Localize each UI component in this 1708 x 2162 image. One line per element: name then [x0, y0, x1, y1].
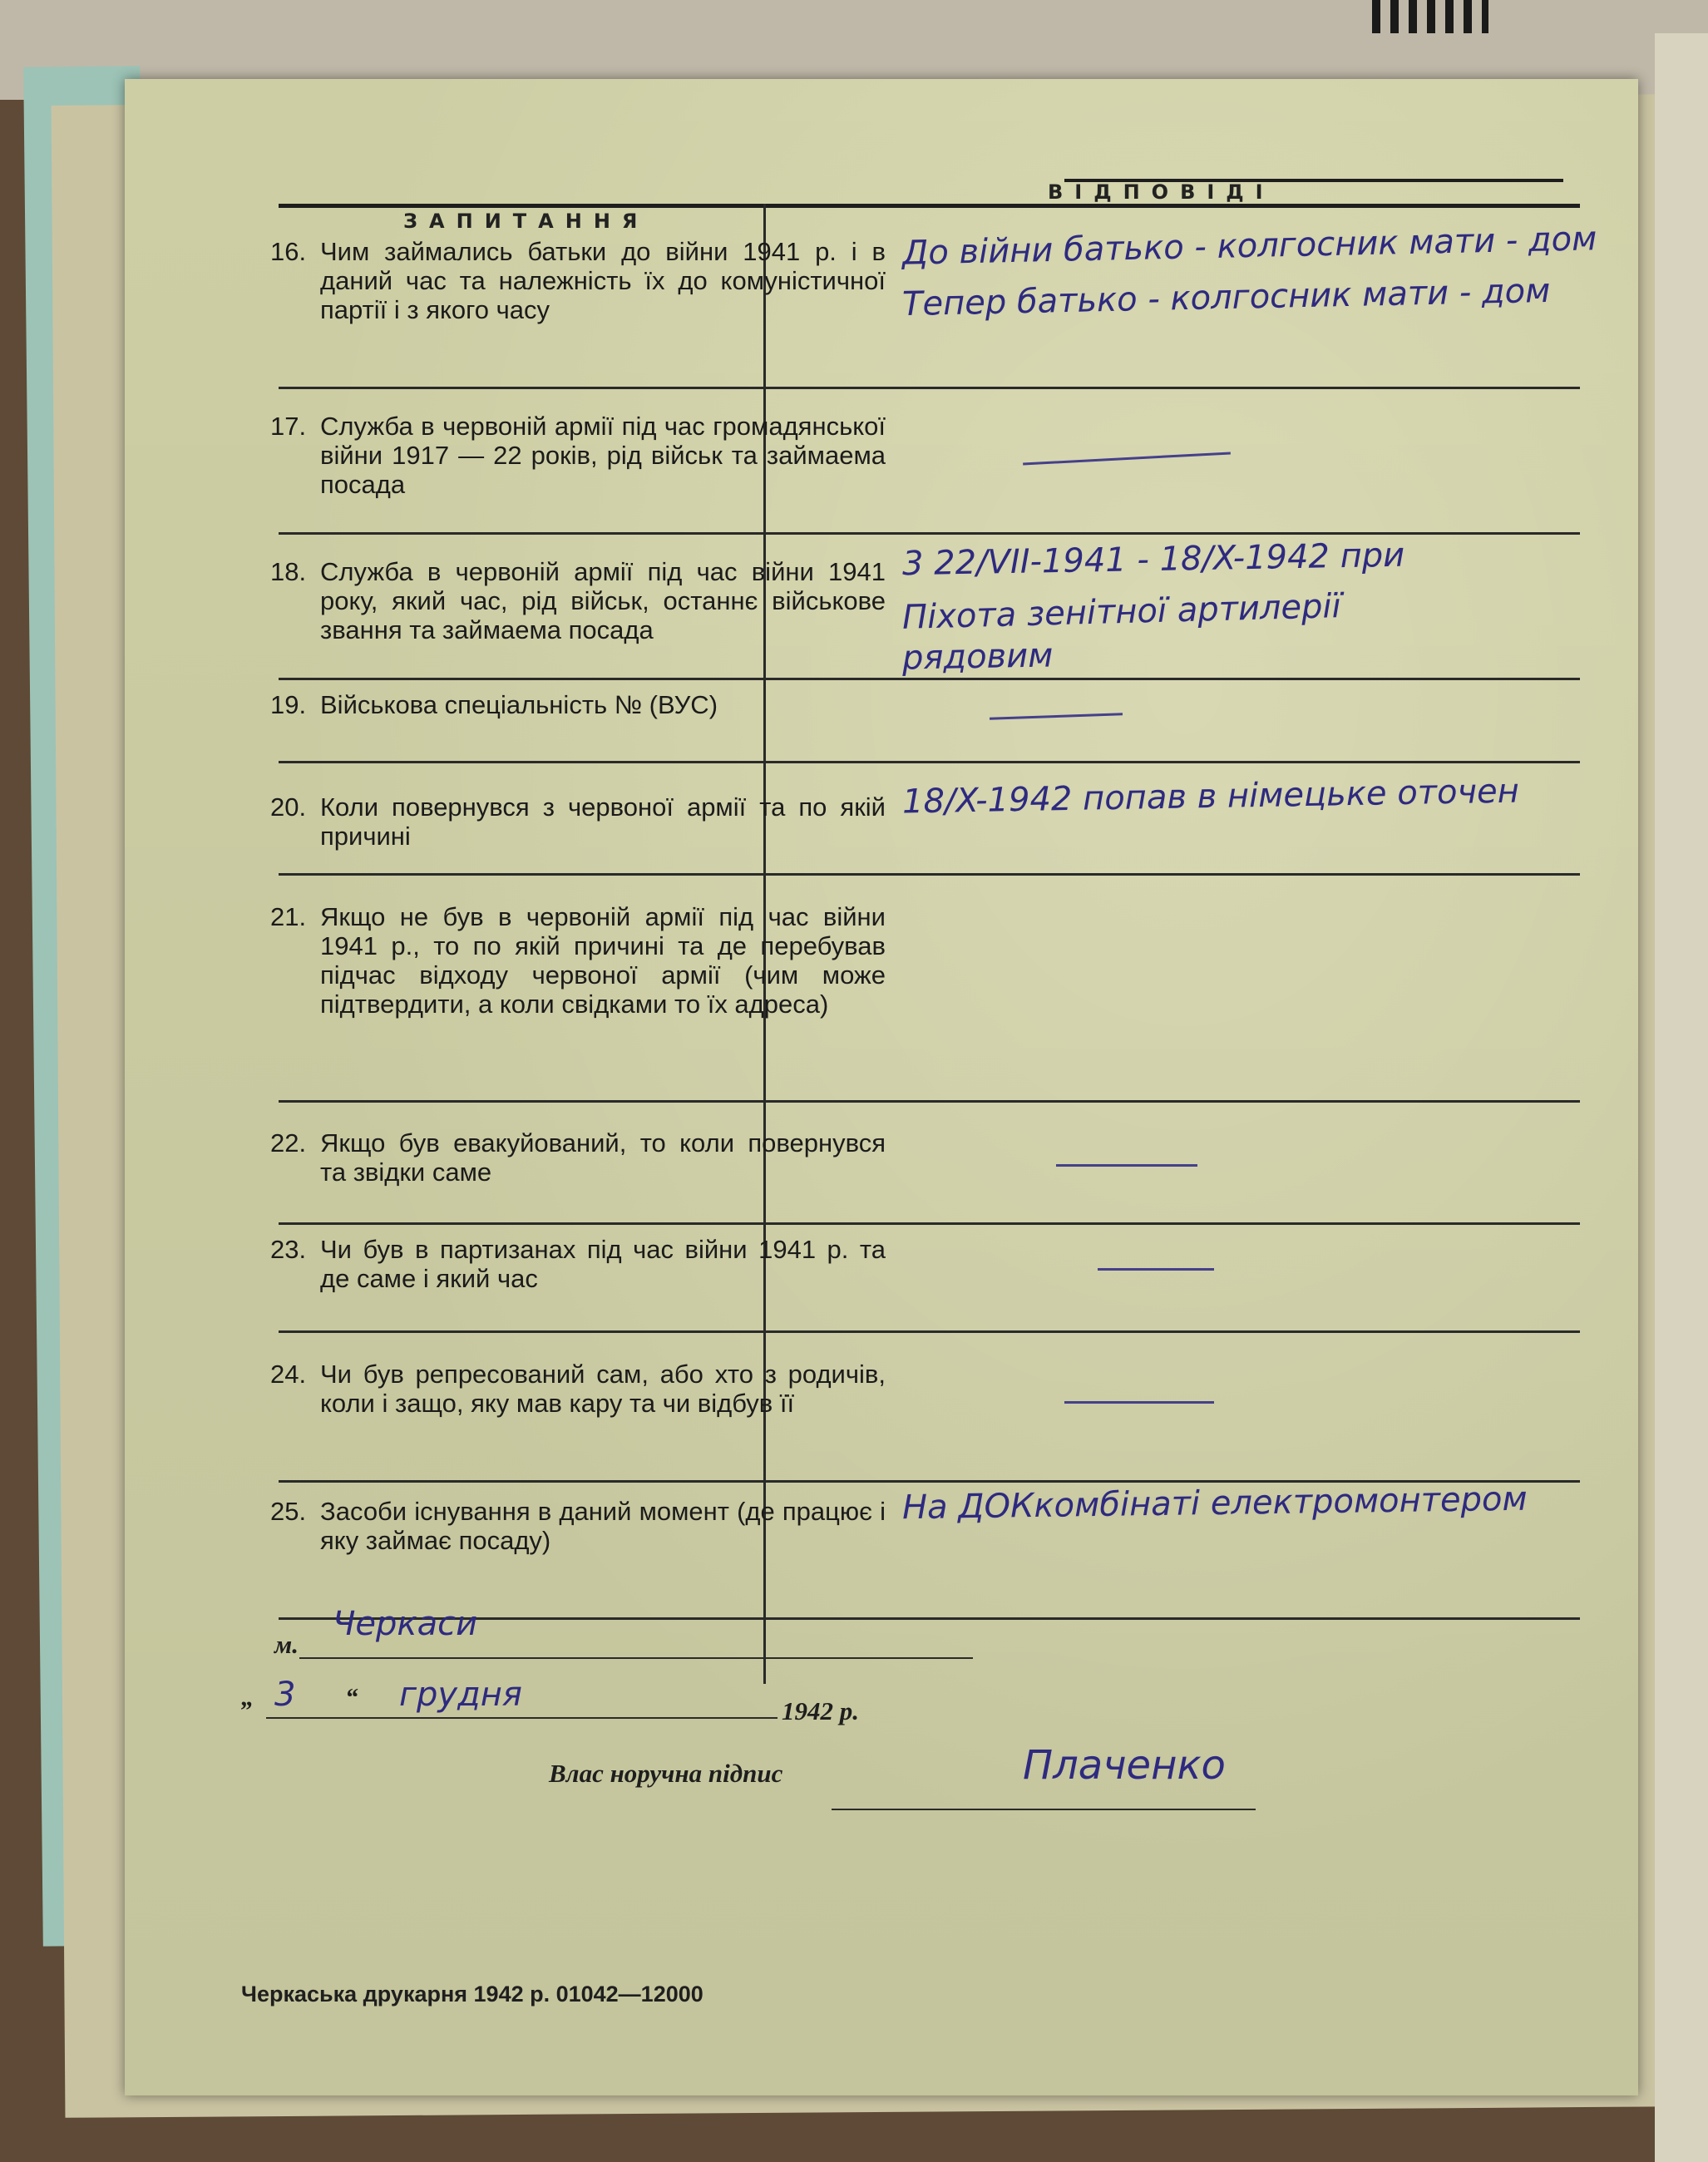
question-text: Служба в червоній армії під час громадянської війни 1917 — 22 років, рід військ та займаема посада [320, 412, 886, 499]
background-right-sheet [1655, 33, 1708, 2162]
question-text: Чи був репресований сам, або хто з родичів, коли і защо, яку мав кару та чи відбув її [320, 1360, 886, 1418]
signature-handwritten: Плаченко [1023, 1742, 1226, 1789]
signature-underline [832, 1809, 1256, 1810]
question-number: 18. [270, 557, 307, 586]
city-underline [299, 1657, 973, 1659]
question-number: 23. [270, 1235, 307, 1264]
question-text: Засоби існування в даний момент (де працює і яку займає посаду) [320, 1497, 886, 1555]
answer-16-line-1: До війни батько - колгосник мати - дом [901, 220, 1597, 273]
date-open-quote: „ [241, 1682, 254, 1711]
answer-23-dash [1098, 1268, 1214, 1271]
question-text: Коли повернувся з червоної армії та по якій причині [320, 792, 886, 851]
background-barcode [1372, 0, 1488, 33]
answer-19-dash [990, 713, 1123, 720]
signature-label: Влас норучна підпис [549, 1759, 783, 1788]
row-separator [279, 1330, 1580, 1333]
row-separator [279, 678, 1580, 680]
printer-imprint: Черкаська друкарня 1942 р. 01042—12000 [241, 1982, 703, 2007]
question-text: Служба в червоній армії під час війни 1941 року, який час, рід військ, останнє військове звання та займаема посада [320, 557, 886, 644]
answer-24-dash [1064, 1401, 1214, 1404]
question-text: Чи був в партизанах під час війни 1941 р. та де саме і який час [320, 1235, 886, 1293]
answer-20-line-1: 18/X-1942 попав в німецьке оточен [901, 772, 1520, 822]
question-text: Чим займались батьки до війни 1941 р. і в даний час та належність їх до комуністичної партії і з якого часу [320, 237, 886, 324]
header-rule [279, 204, 1580, 208]
row-separator [279, 1100, 1580, 1103]
row-separator [279, 1222, 1580, 1225]
question-number: 22. [270, 1128, 307, 1158]
city-prefix-label: м. [274, 1630, 299, 1659]
answer-18-line-2: Піхота зенітної артилерії [901, 587, 1342, 637]
question-text: Якщо не був в червоній армії під час війни 1941 р., то по якій причині та де перебував підчас відходу червоної армії (чим може підтвердити, а коли свідками то їх адреса) [320, 902, 886, 1019]
answer-25-line-1: На ДОКкомбінаті електромонтером [901, 1479, 1528, 1528]
row-separator [279, 761, 1580, 763]
date-year-label: 1942 р. [782, 1696, 859, 1725]
question-number: 19. [270, 690, 307, 719]
column-questions-title: ЗАПИТАННЯ [403, 210, 649, 233]
question-text: Військова спеціальність № (ВУС) [320, 690, 718, 719]
question-text: Якщо був евакуйований, то коли повернувся та звідки саме [320, 1128, 886, 1187]
question-row-16 [270, 237, 886, 362]
question-number: 25. [270, 1497, 307, 1526]
column-answers-title: ВІДПОВІДІ [1048, 180, 1275, 204]
row-separator [279, 873, 1580, 876]
date-month-handwritten: грудня [399, 1676, 522, 1714]
question-number: 21. [270, 902, 307, 931]
answer-16-line-2: Тепер батько - колгосник мати - дом [901, 271, 1551, 324]
date-close-quote: “ [345, 1682, 358, 1711]
question-number: 16. [270, 237, 307, 266]
questionnaire-page [125, 79, 1638, 2095]
row-separator [279, 387, 1580, 389]
question-number: 24. [270, 1360, 307, 1389]
answer-18-line-1: 3 22/VII-1941 - 18/X-1942 при [901, 536, 1405, 584]
city-handwritten: Черкаси [333, 1605, 478, 1643]
answer-17-dash [1023, 452, 1231, 465]
row-separator [279, 532, 1580, 535]
answer-22-dash [1056, 1164, 1197, 1167]
question-number: 20. [270, 792, 307, 822]
answer-18-line-3: рядовим [901, 636, 1054, 678]
question-number: 17. [270, 412, 307, 441]
date-day-handwritten: 3 [274, 1676, 296, 1714]
date-underline [266, 1717, 777, 1719]
